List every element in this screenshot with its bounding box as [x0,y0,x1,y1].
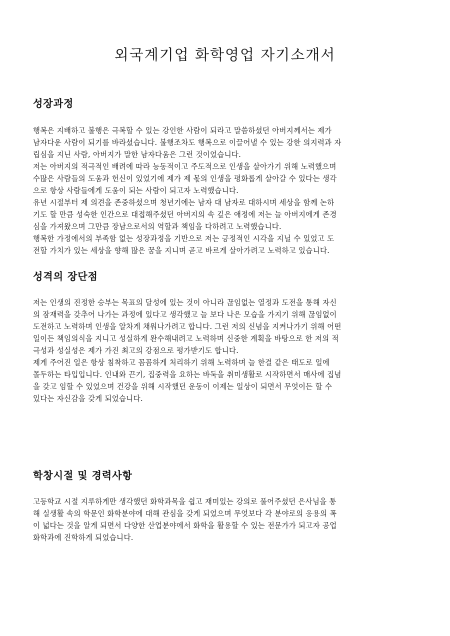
body-line: 화학과에 진학하게 되었습니다. [33,533,134,542]
body-line: 립심을 지닌 사람, 아버지가 말한 남자다움은 그런 것이었습니다. [33,150,242,159]
body-line: 수많은 사람들의 도움과 헌신이 있었기에 제가 제 몫의 인생을 평화롭게 살아갈 수 있다는 생각 [33,174,337,183]
section-body-growth [33,125,419,257]
section-body-personality [33,297,419,405]
section-heading-personality: 성격의 장단점 [33,272,98,283]
document-title: 외국계기업 화학영업 자기소개서 [114,48,336,64]
body-line: 해 실생활 속의 학문인 화학분야에 대해 관심을 갖게 되었으며 무엇보다 각 분야로의 응용의 폭 [33,509,337,518]
body-line: 극성과 성실성은 제가 가진 최고의 강점으로 평가받기도 합니다. [33,346,239,355]
body-line: 행복한 가정에서의 부족함 없는 성장과정을 기반으로 저는 긍정적인 시각을 지닐 수 있었고 도 [33,234,335,243]
section-heading-growth: 성장과정 [33,99,74,110]
body-line: 고등학교 시절 지루하게만 생각했던 화학과목을 쉽고 재미있는 강의로 풀어주셨던 은사님을 통 [33,497,337,506]
body-line: 이 넓다는 것을 알게 되면서 다양한 산업분야에서 화학을 활용할 수 있는 전문가가 되고자 공업 [33,521,337,530]
body-line: 으로 항상 사람들에게 도움이 되는 사람이 되고자 노력했습니다. [33,186,239,195]
body-line: 저는 아버지의 적극적인 배려에 따라 능동적이고 주도적으로 인생을 살아가기 위해 노력했으며 [33,162,337,171]
body-line: 기도 할 만큼 성숙한 인간으로 대접해주셨던 아버지의 속 깊은 애정에 저는 늘 아버지에게 존경 [33,210,337,219]
body-line: 의 잠재력을 갖추어 나가는 과정에 있다고 생각했고 늘 보다 나은 모습을 가지기 위해 끊임없이 [33,310,337,319]
body-line: 일이든 책임의식을 지니고 성실하게 완수해내려고 노력하며 신중한 계획을 바탕으로 한 저의 적 [33,334,339,343]
body-line: 을 갖고 임할 수 있었으며 건강을 위해 시작했던 운동이 이제는 일상이 되면서 무엇이든 할 수 [33,382,333,391]
body-line: 행복은 지배하고 불행은 극복할 수 있는 강인한 사람이 되라고 말씀하셨던 아버지께서는 제가 [33,126,332,135]
body-line: 몰두하는 타입입니다. 인내와 끈기, 집중력을 요하는 바둑을 취미생활로 시작하면서 매사에 집념 [33,370,342,379]
body-line: 전할 가치가 있는 세상을 향해 많은 꿈을 지니며 곧고 바르게 살아가려고 노력하고 있습니다. [33,246,330,255]
body-line: 유년 시절부터 제 의견을 존중하셨으며 청년기에는 남자 대 남자로 대하시며 세상을 함께 논하 [33,198,335,207]
body-line: 있다는 자신감을 갖게 되었습니다. [33,394,143,403]
section-heading-education-career: 학창시절 및 경력사항 [33,471,133,482]
body-line: 저는 인생의 진정한 승부는 목표의 달성에 있는 것이 아니라 끊임없는 열정과 도전을 통해 자신 [33,298,337,307]
body-line: 남자다운 사람이 되기를 바라셨습니다. 불행조차도 행복으로 이끌어낼 수 있는 강한 의지력과 자 [33,138,342,147]
body-line: 제게 주어진 일은 항상 침착하고 꼼꼼하게 처리하기 위해 노력하며 늘 한결 같은 태도로 일에 [33,358,330,367]
body-line: 도전하고 노력하며 인생을 알차게 채워나가려고 합니다. 그런 저의 신념을 지켜나가기 위해 어떤 [33,322,342,331]
body-line: 심을 가져왔으며 그만큼 장남으로서의 역할과 책임을 다하려고 노력했습니다. [33,222,282,231]
section-body-education-career [33,496,419,544]
